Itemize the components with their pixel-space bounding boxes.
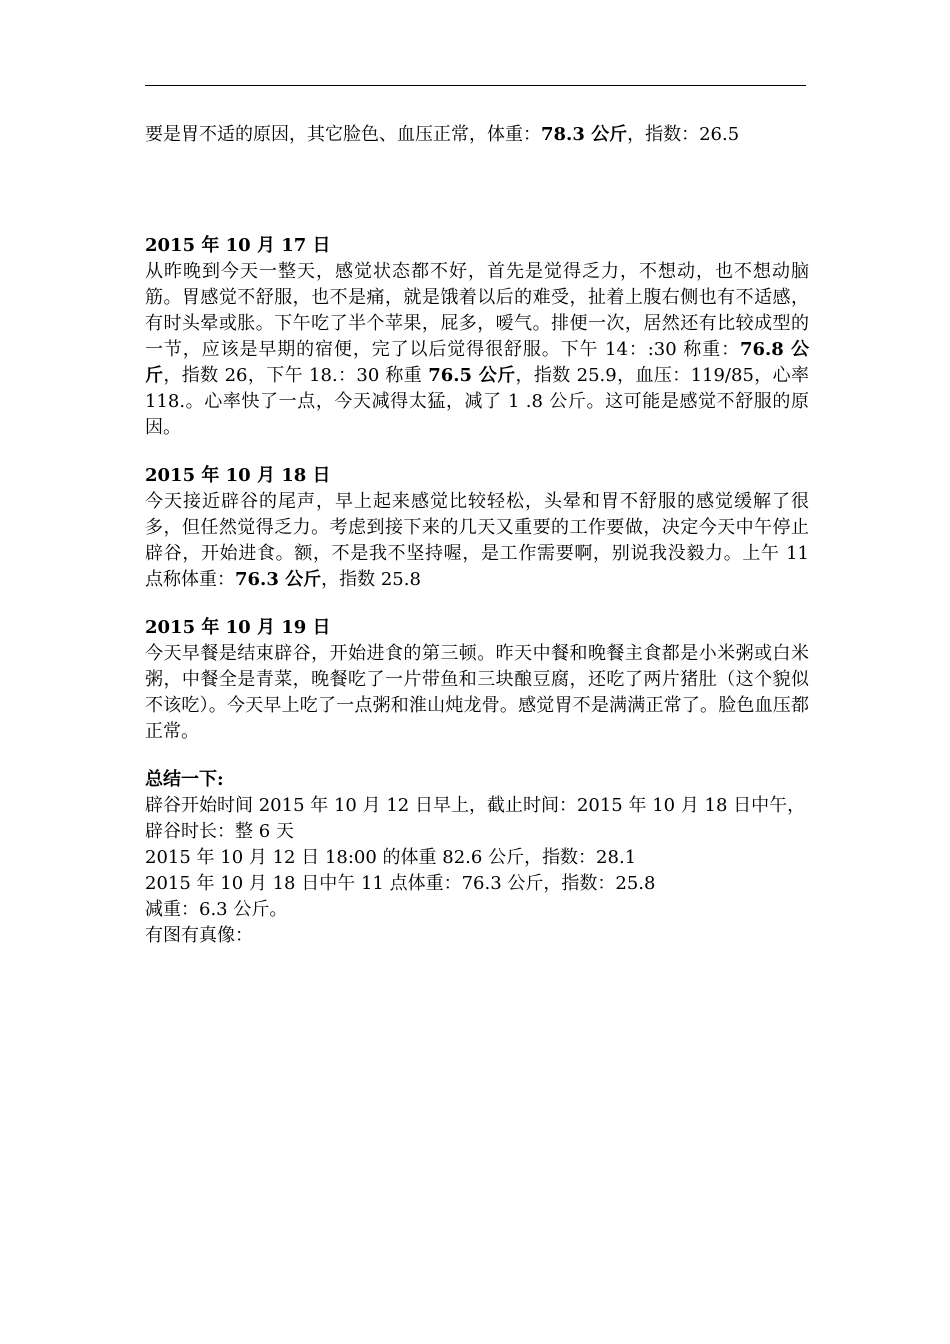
entry-text: 今天早餐是结束辟谷，开始进食的第三顿。昨天中餐和晚餐主食都是小米粥或白米粥，中餐全是青菜，晚餐吃了一片带鱼和三块酿豆腐，还吃了两片猪肚（这个貌似不该吃）。今天早上吃了一点粥和淮山炖龙骨。感觉胃不是满满正常了。脸色血压都正常。 [145, 643, 809, 742]
entry-date: 2015 年 10 月 17 日 [145, 235, 331, 256]
summary-line: 辟谷时长：整 6 天 [145, 821, 294, 842]
summary-line: 辟谷开始时间 2015 年 10 月 12 日早上，截止时间：2015 年 10 月 18 日中午， [145, 795, 806, 816]
header-rule [145, 85, 806, 86]
entry-text [145, 259, 809, 441]
intro-text: 要是胃不适的原因，其它脸色、血压正常，体重： [145, 124, 541, 145]
diary-entry-oct-17 [145, 233, 809, 441]
summary-line: 有图有真像： [145, 925, 253, 946]
entry-text-part: ，指数 25.9，血压：119/85，心率 118.。心率快了一点，今天减得太猛，减了 1 .8 公斤。这可能是感觉不舒服的原因。 [145, 365, 810, 438]
intro-paragraph [145, 122, 809, 148]
summary-line: 2015 年 10 月 18 日中午 11 点体重：76.3 公斤，指数：25.8 [145, 873, 656, 894]
diary-entry-oct-19 [145, 615, 809, 745]
entry-text-part: 从昨晚到今天一整天，感觉状态都不好，首先是觉得乏力，不想动，也不想动脑筋。胃感觉不舒服，也不是痛，就是饿着以后的难受，扯着上腹右侧也有不适感，有时头晕或胀。下午吃了半个苹果，屁多，嗳气。排便一次，居然还有比较成型的一节，应该是早期的宿便，完了以后觉得很舒服。下午 14：:30 称重： [145, 261, 809, 360]
entry-text [145, 489, 809, 593]
summary-title: 总结一下: [145, 769, 224, 790]
entry-text-part: ，指数 25.8 [321, 569, 421, 590]
entry-weight: 76.8 公斤 [145, 339, 809, 386]
entry-date: 2015 年 10 月 18 日 [145, 465, 331, 486]
entry-text-part: ，指数 26，下午 18.：30 称重 [163, 365, 429, 386]
summary-section [145, 767, 809, 949]
intro-index: ，指数：26.5 [627, 124, 740, 145]
entry-weight: 76.5 公斤 [428, 365, 516, 386]
entry-weight: 76.3 公斤 [235, 569, 322, 590]
entry-text-part: 今天接近辟谷的尾声，早上起来感觉比较轻松，头晕和胃不舒服的感觉缓解了很多，但任然觉得乏力。考虑到接下来的几天又重要的工作要做，决定今天中午停止辟谷，开始进食。额，不是我不坚持喔，是工作需要啊，别说我没毅力。上午 11 点称体重： [145, 491, 809, 590]
document-body [145, 122, 809, 949]
summary-line: 减重：6.3 公斤。 [145, 899, 288, 920]
entry-date: 2015 年 10 月 19 日 [145, 617, 331, 638]
summary-line: 2015 年 10 月 12 日 18:00 的体重 82.6 公斤，指数：28.1 [145, 847, 637, 868]
diary-entry-oct-18 [145, 463, 809, 593]
intro-weight: 78.3 公斤 [541, 124, 628, 145]
